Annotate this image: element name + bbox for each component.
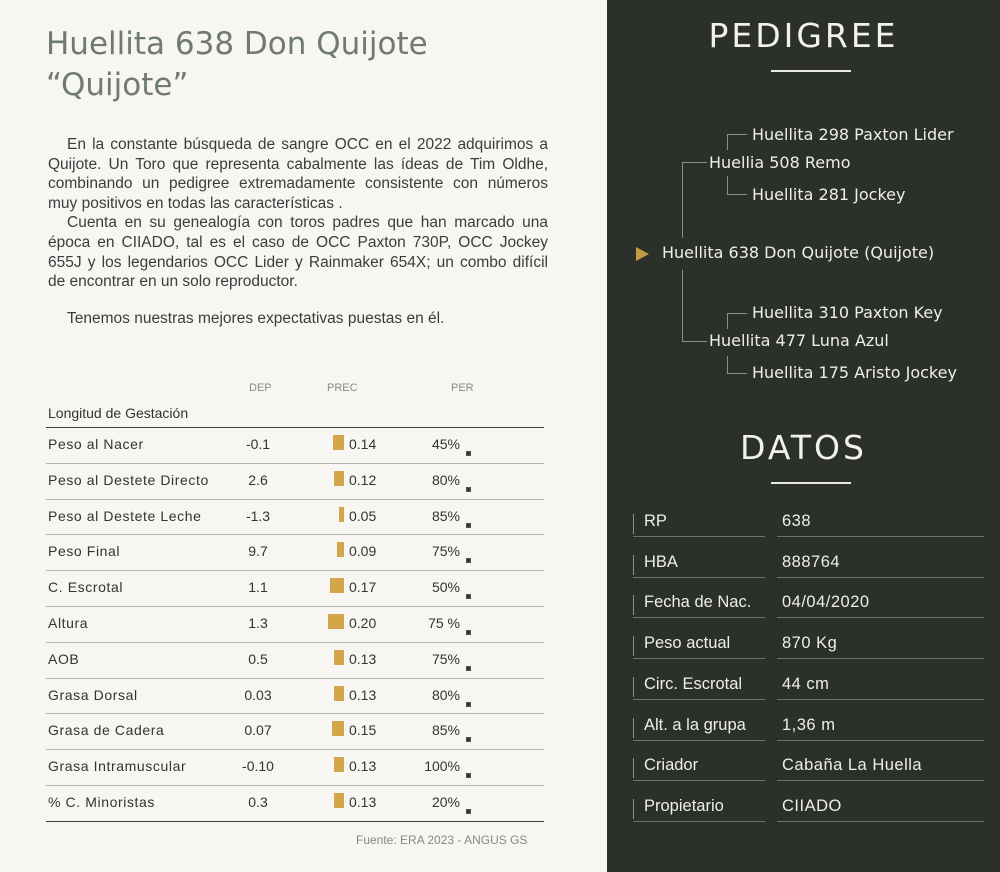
datos-underline [771,482,851,484]
row-prec: 0.09 [349,543,377,560]
row-prec: 0.05 [349,507,377,524]
row-per: 85% [431,722,460,739]
right-panel [607,0,1000,872]
subject-arrow-icon [636,247,649,261]
datos-value: Cabaña La Huella [782,756,923,775]
page-title [46,24,586,106]
row-prec: 0.14 [349,436,377,452]
datos-divider [633,595,634,615]
row-dep: 0.03 [244,686,272,703]
pedigree-heading: PEDIGREE [708,16,899,55]
table-row [48,713,548,749]
datos-value: 04/04/2020 [782,593,870,612]
title-line-1: Huellita 638 Don Quijote [46,26,428,62]
table-row [48,642,548,678]
table-divider [46,821,544,822]
tree-line [727,134,747,135]
datos-divider [633,636,634,656]
prec-bar [339,507,344,522]
datos-label: Criador [644,756,699,775]
row-dep: 1.1 [248,579,268,596]
pedigree-subject: Huellita 638 Don Quijote (Quijote) [662,243,935,262]
row-name: Peso al Destete Leche [48,507,202,524]
table-row [48,570,548,606]
datos-value: 44 cm [782,674,830,693]
datos-value: 870 Kg [782,634,838,653]
row-per: 20% [431,794,460,810]
datos-divider [777,699,984,700]
pedigree-dam: Huellita 477 Luna Azul [709,331,889,350]
pedigree-dam-sire: Huellita 310 Paxton Key [752,303,943,322]
datos-divider [633,677,634,697]
datos-divider [777,821,984,822]
source-note: Fuente: ERA 2023 - ANGUS GS [356,833,528,847]
row-per: 75 % [428,615,460,631]
per-square [466,594,471,599]
datos-divider [633,514,634,534]
row-dep: 0.5 [248,650,268,667]
row-prec: 0.12 [349,471,377,488]
row-per: 50% [431,579,460,596]
datos-divider [633,617,765,618]
row-dep: 2.6 [248,471,268,488]
column-header-prec: PREC [327,382,358,394]
per-square [466,809,471,814]
title-line-2: “Quijote” [46,67,189,103]
datos-divider [777,658,984,659]
datos-divider [633,821,765,822]
row-name: Peso Final [48,543,121,560]
pedigree-underline [771,70,851,72]
row-prec: 0.15 [349,722,377,739]
prec-bar [333,435,344,450]
row-dep: -0.1 [245,436,271,452]
row-dep: -1.3 [245,507,271,524]
row-prec: 0.17 [349,579,377,596]
prec-bar [334,757,344,772]
row-prec: 0.13 [349,650,377,667]
pedigree-sire: Huellia 508 Remo [709,153,851,172]
row-dep: 0.07 [244,722,272,739]
datos-label: Circ. Escrotal [644,674,743,693]
pedigree-dam-dam: Huellita 175 Aristo Jockey [752,363,957,382]
tree-line [727,176,728,194]
row-name: Altura [48,615,89,631]
datos-value: 638 [782,512,812,530]
column-header-per: PER [451,382,474,394]
datos-divider [633,780,765,781]
row-per: 45% [431,436,460,452]
datos-divider [777,577,984,578]
row-per: 80% [431,471,460,488]
row-dep: 1.3 [248,615,268,631]
row-per: 100% [424,758,460,775]
datos-divider [633,577,765,578]
per-square [466,630,471,635]
tree-line [727,313,728,329]
datos-value: 1,36 m [782,715,836,734]
row-per: 75% [431,543,460,560]
per-square [466,666,471,671]
datos-divider [777,780,984,781]
datos-label: Peso actual [644,634,731,653]
row-name: % C. Minoristas [48,794,156,810]
row-name: Peso al Nacer [48,436,144,452]
table-row [48,534,548,570]
row-name: Grasa de Cadera [48,722,165,739]
prec-bar [334,793,344,808]
tree-line [682,162,683,238]
table-row [48,749,548,785]
table-row [48,606,548,642]
prec-bar [334,471,344,486]
row-name: Grasa Intramuscular [48,758,187,775]
per-square [466,487,471,492]
datos-divider [633,740,765,741]
table-row [48,427,548,463]
row-per: 80% [431,686,460,703]
tree-line [727,134,728,150]
tree-line [727,356,728,373]
intro-paragraph-1: En la constante búsqueda de sangre OCC en el 2022 adquirimos a Quijote. Un Toro que representa cabalmente las ídeas de Tim Oldhe, combinando un pedigree extremadamente consistente con números muy positivos en todas las características . [48,136,548,212]
datos-value: 888764 [782,552,841,571]
intro-paragraph-3: Tenemos nuestras mejores expectativas puestas en él. [67,309,445,327]
datos-divider [633,658,765,659]
per-square [466,773,471,778]
datos-label: Fecha de Nac. [644,593,752,612]
row-name: Peso al Destete Directo [48,471,209,488]
datos-divider [633,758,634,778]
prec-bar [334,686,344,701]
datos-label: Propietario [644,796,724,815]
row-dep: -0.10 [242,758,274,775]
row-name: Grasa Dorsal [48,686,138,703]
row-name: AOB [48,650,80,667]
datos-divider [633,536,765,537]
column-header-dep: DEP [249,382,272,394]
datos-divider [777,740,984,741]
row-per: 75% [431,650,460,667]
per-square [466,451,471,456]
row-prec: 0.20 [349,615,377,631]
row-per: 85% [431,507,460,524]
datos-divider [633,718,634,738]
tree-line [682,270,683,342]
datos-divider [633,799,634,819]
datos-label: RP [644,512,667,530]
per-square [466,737,471,742]
datos-divider [777,617,984,618]
tree-line [682,162,707,163]
row-prec: 0.13 [349,686,377,703]
table-row [48,499,548,535]
datos-divider [633,699,765,700]
datos-divider [777,536,984,537]
datos-heading: DATOS [740,428,867,467]
row-prec: 0.13 [349,794,377,810]
pedigree-sire-dam: Huellita 281 Jockey [752,185,906,204]
prec-bar [337,542,344,557]
table-row [48,785,548,821]
datos-value: CIIADO [782,796,842,815]
intro-text [48,135,548,328]
row-dep: 9.7 [248,543,268,560]
datos-label: HBA [644,552,678,571]
prec-bar [328,614,344,629]
per-square [466,523,471,528]
tree-line [727,373,747,374]
datos-divider [633,555,634,575]
datos-label: Alt. a la grupa [644,715,746,734]
tree-line [727,313,747,314]
prec-bar [334,650,344,665]
row-dep: 0.3 [248,794,268,810]
intro-paragraph-2: Cuenta en su genealogía con toros padres que han marcado una época en CIIADO, tal es el caso de OCC Paxton 730P, OCC Jockey 655J y los legendarios OCC Lider y Rainmaker 654X; un combo difícil de encontrar en un solo reproductor. [48,214,548,291]
tree-line [727,194,747,195]
per-square [466,558,471,563]
tree-line [682,341,707,342]
prec-bar [330,578,344,593]
per-square [466,702,471,707]
table-row [48,463,548,499]
prec-bar [332,721,344,736]
row-prec: 0.13 [349,758,377,775]
pedigree-sire-sire: Huellita 298 Paxton Lider [752,125,954,144]
table-row [48,678,548,714]
row-name: C. Escrotal [48,579,124,596]
section-label: Longitud de Gestación [48,405,189,421]
